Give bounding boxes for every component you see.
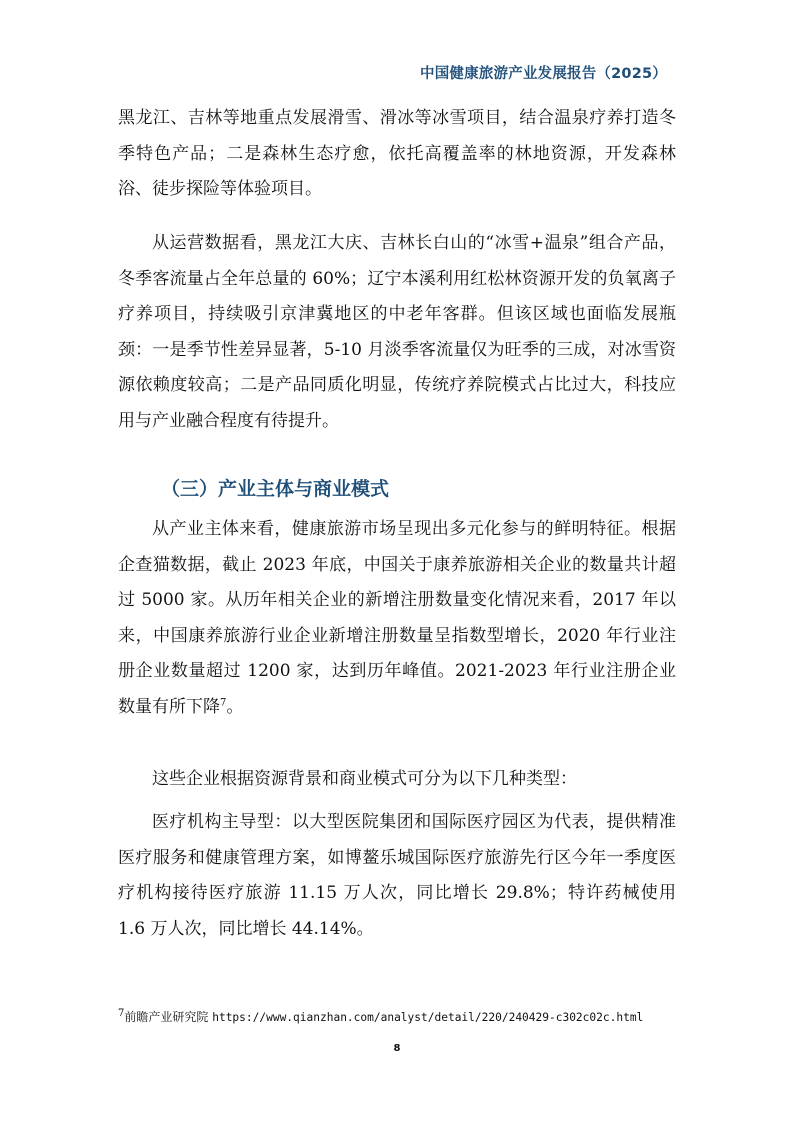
paragraph-end-punctuation: 。 — [226, 696, 244, 717]
footnote-source: 前瞻产业研究院 — [124, 1010, 209, 1024]
paragraph-operations-data: 从运营数据看，黑龙江大庆、吉林长白山的“冰雪+温泉”组合产品，冬季客流量占全年总量的 60%；辽宁本溪利用红松林资源开发的负氧离子疗养项目，持续吸引京津冀地区的中老年客群。但该区域也面临发展瓶颈：一是季节性差异显著，5-10 月淡季客流量仅为旺季的三成，对冰雪资源依赖度较高；二是产品同质化明显，传统疗养院模式占比过大，科技应用与产业融合程度有待提升。 — [118, 233, 676, 431]
footnote-number: 7 — [118, 1008, 125, 1019]
footnote — [118, 1008, 688, 1025]
running-header: 中国健康旅游产业发展报告（2025） — [420, 66, 667, 82]
paragraph-medical-institution-type: 医疗机构主导型：以大型医院集团和国际医疗园区为代表，提供精准医疗服务和健康管理方案，如博鳌乐城国际医疗旅游先行区今年一季度医疗机构接待医疗旅游 11.15 万人次，同比增长 29.8%；特许药械使用 1.6 万人次，同比增长 44.14%。 — [118, 812, 676, 939]
footnote-reference[interactable]: 7 — [220, 696, 227, 708]
section-heading: （三）产业主体与商业模式 — [161, 478, 390, 500]
paragraph-industry-players-text: 从产业主体来看，健康旅游市场呈现出多元化参与的鲜明特征。根据企查猫数据，截止 2023 年底，中国关于康养旅游相关企业的数量共计超过 5000 家。从历年相关企业的新增注册数量变化情况来看，2017 年以来，中国康养旅游行业企业新增注册数量呈指数型增长，2020 年行业注册企业数量超过 1200 家，达到历年峰值。2021-2023 年行业注册企业数量有所下降 — [118, 519, 676, 717]
page-number: 8 — [393, 1043, 401, 1054]
paragraph-continuation: 黑龙江、吉林等地重点发展滑雪、滑冰等冰雪项目，结合温泉疗养打造冬季特色产品；二是森林生态疗愈，依托高覆盖率的林地资源，开发森林浴、徒步探险等体验项目。 — [118, 108, 676, 199]
paragraph-enterprise-types: 这些企业根据资源背景和商业模式可分为以下几种类型： — [152, 769, 577, 789]
paragraph-industry-players — [118, 512, 676, 725]
footnote-url[interactable]: https://www.qianzhan.com/analyst/detail/220/240429-c302c02c.html — [212, 1011, 644, 1024]
